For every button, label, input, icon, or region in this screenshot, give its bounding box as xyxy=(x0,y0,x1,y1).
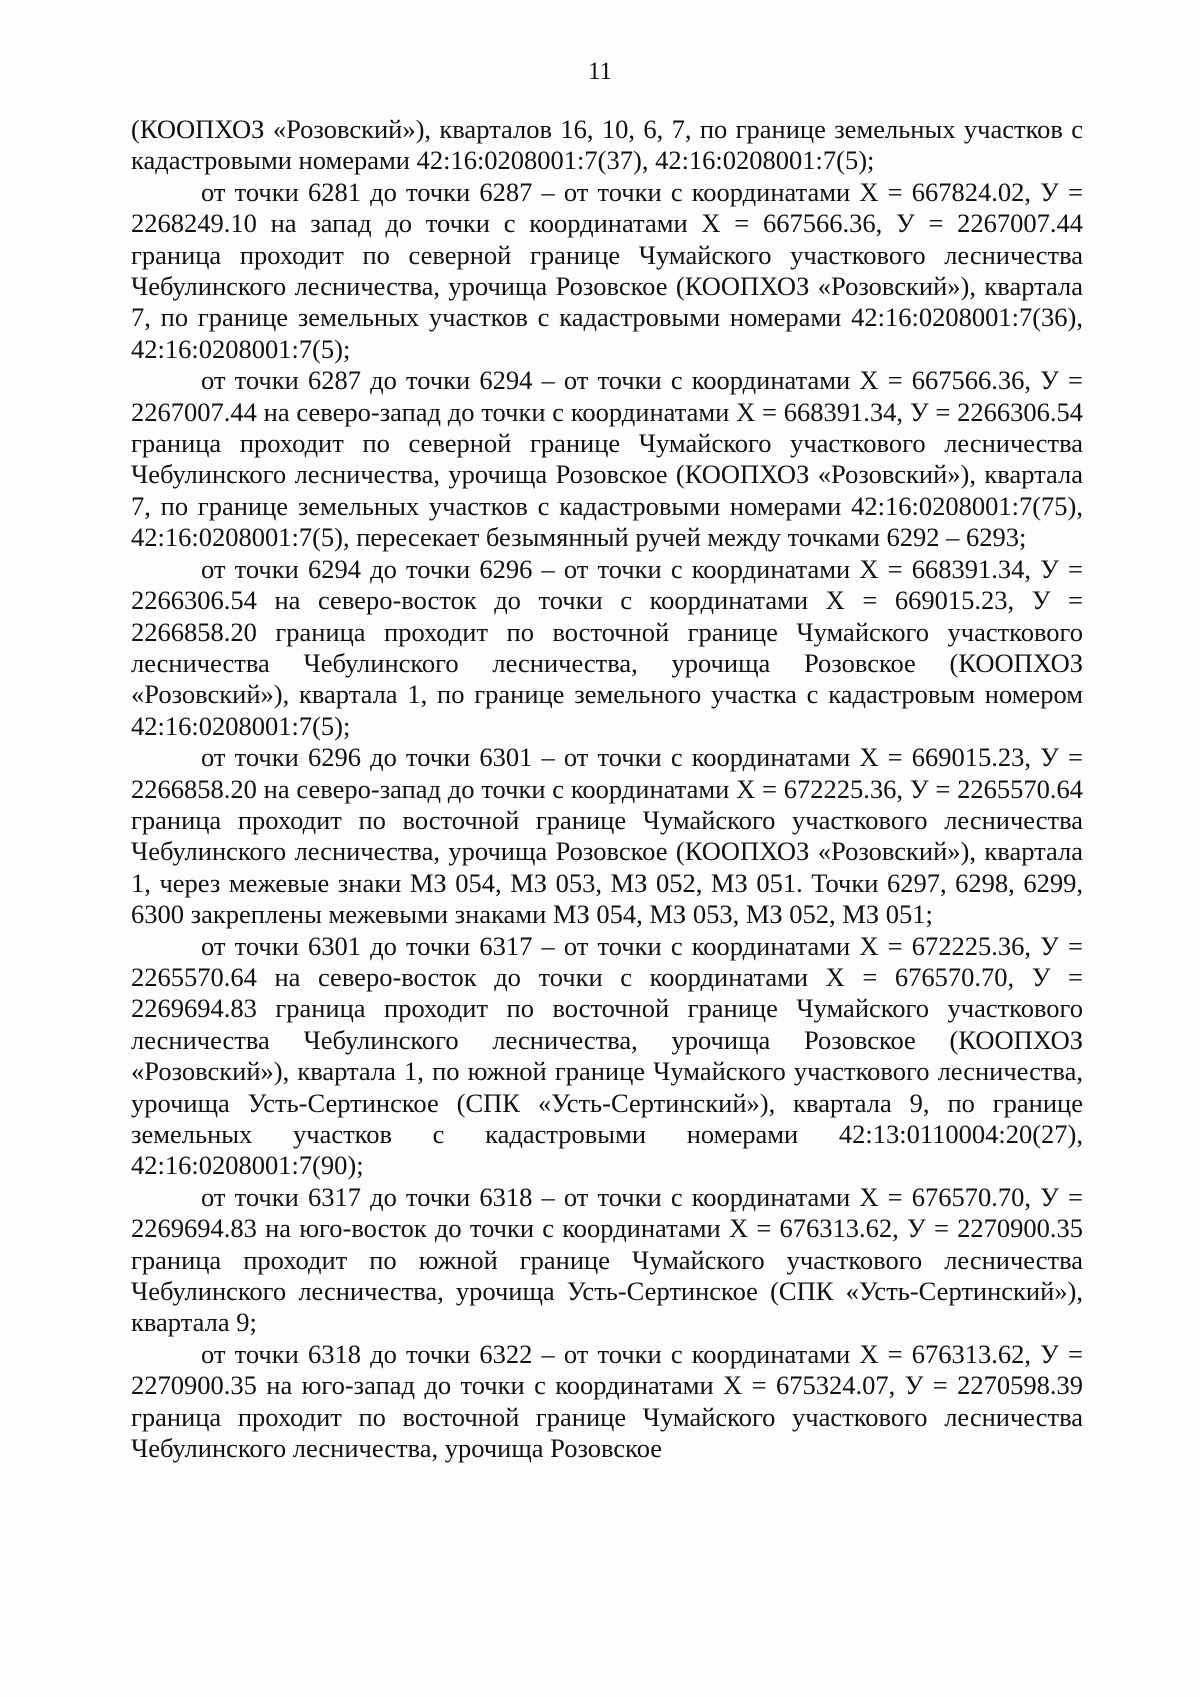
paragraph: от точки 6287 до точки 6294 – от точки с координатами X = 667566.36, У = 2267007.44 на северо-запад до точки с координатами X = 668391.34, У = 2266306.54 граница проходит по северной границе Чумайского участкового лесничества Чебулинского лесничества, урочища Розовское (КООПХОЗ «Розовский»), квартала 7, по границе земельных участков с кадастровыми номерами 42:16:0208001:7(75), 42:16:0208001:7(5), пересекает безымянный ручей между точками 6292 – 6293; xyxy=(131,365,1083,553)
paragraph: от точки 6294 до точки 6296 – от точки с координатами X = 668391.34, У = 2266306.54 на северо-восток до точки с координатами X = 669015.23, У = 2266858.20 граница проходит по восточной границе Чумайского участкового лесничества Чебулинского лесничества, урочища Розовское (КООПХОЗ «Розовский»), квартала 1, по границе земельного участка с кадастровым номером 42:16:0208001:7(5); xyxy=(131,553,1083,741)
paragraph: от точки 6281 до точки 6287 – от точки с координатами X = 667824.02, У = 2268249.10 на запад до точки с координатами X = 667566.36, У = 2267007.44 граница проходит по северной границе Чумайского участкового лесничества Чебулинского лесничества, урочища Розовское (КООПХОЗ «Розовский»), квартала 7, по границе земельных участков с кадастровыми номерами 42:16:0208001:7(36), 42:16:0208001:7(5); xyxy=(131,176,1083,364)
page-number: 11 xyxy=(587,58,613,85)
paragraph: от точки 6317 до точки 6318 – от точки с координатами X = 676570.70, У = 2269694.83 на юго-восток до точки с координатами X = 676313.62, У = 2270900.35 граница проходит по южной границе Чумайского участкового лесничества Чебулинского лесничества, урочища Усть-Сертинское (СПК «Усть-Сертинский»), квартала 9; xyxy=(131,1181,1083,1338)
paragraph: от точки 6301 до точки 6317 – от точки с координатами X = 672225.36, У = 2265570.64 на северо-восток до точки с координатами X = 676570.70, У = 2269694.83 граница проходит по восточной границе Чумайского участкового лесничества Чебулинского лесничества, урочища Розовское (КООПХОЗ «Розовский»), квартала 1, по южной границе Чумайского участкового лесничества, урочища Усть-Сертинское (СПК «Усть-Сертинский»), квартала 9, по границе земельных участков с кадастровыми номерами 42:13:0110004:20(27), 42:16:0208001:7(90); xyxy=(131,930,1083,1181)
document-body xyxy=(131,114,1083,1464)
paragraph: от точки 6318 до точки 6322 – от точки с координатами X = 676313.62, У = 2270900.35 на юго-запад до точки с координатами X = 675324.07, У = 2270598.39 граница проходит по восточной границе Чумайского участкового лесничества Чебулинского лесничества, урочища Розовское xyxy=(131,1338,1083,1464)
paragraph: от точки 6296 до точки 6301 – от точки с координатами X = 669015.23, У = 2266858.20 на северо-запад до точки с координатами X = 672225.36, У = 2265570.64 граница проходит по восточной границе Чумайского участкового лесничества Чебулинского лесничества, урочища Розовское (КООПХОЗ «Розовский»), квартала 1, через межевые знаки МЗ 054, МЗ 053, МЗ 052, МЗ 051. Точки 6297, 6298, 6299, 6300 закреплены межевыми знаками МЗ 054, МЗ 053, МЗ 052, МЗ 051; xyxy=(131,742,1083,930)
paragraph: (КООПХОЗ «Розовский»), кварталов 16, 10, 6, 7, по границе земельных участков с кадастровыми номерами 42:16:0208001:7(37), 42:16:0208001:7(5); xyxy=(131,114,1083,176)
